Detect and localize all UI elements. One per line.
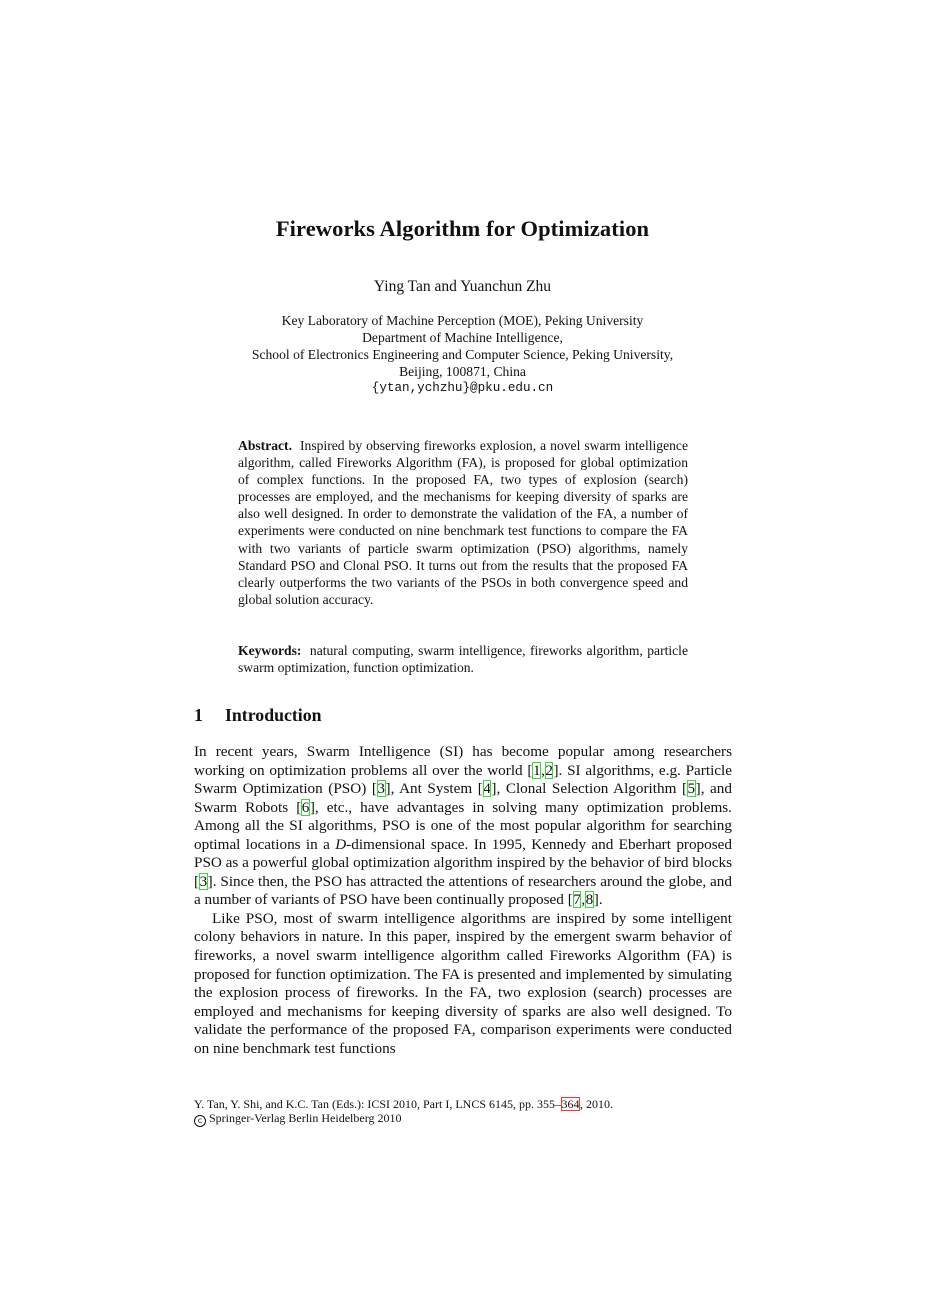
affiliation-block — [0, 312, 925, 397]
citation-link-8[interactable]: 8 — [585, 891, 594, 909]
paragraph-text: . — [598, 891, 603, 909]
abstract-text: Inspired by observing fireworks explosion, a novel swarm intelligence algorithm, called Fireworks Algorithm (FA), is proposed for global optimization of complex functions. In the proposed FA, two types of explosion (search) processes are employed, and the mechanisms for keeping diversity of sparks are also well designed. In order to demonstrate the validation of the FA, a number of experiments were conducted on nine benchmark test functions to compare the FA with two variants of particle swarm optimization (PSO) algorithms, namely Standard PSO and Clonal PSO. It turns out from the results that the proposed FA clearly outperforms the two variants of the PSOs in both convergence speed and global solution accuracy. — [238, 438, 688, 607]
page-end-link[interactable]: 364 — [561, 1097, 580, 1111]
paragraph-text: . Since then, the PSO has attracted the attentions of researchers around the globe, and a number of variants of PSO have been continually proposed — [194, 872, 732, 909]
math-variable-d: D — [335, 835, 347, 853]
paragraph-text: . SI algorithms, e.g. Particle Swarm Optimization (PSO) — [194, 761, 732, 798]
intro-paragraph-2: Like PSO, most of swarm intelligence algorithms are inspired by some intelligent colony behaviors in nature. In this paper, inspired by the emergent swarm behavior of fireworks, a novel swarm intelligence algorithm called Fireworks Algorithm (FA) is proposed for function optimization. The FA is presented and implemented by simulating the explosion process of fireworks. In the FA, two explosion (search) processes are employed and mechanisms for keeping diversity of sparks are also well designed. To validate the performance of the proposed FA, comparison experiments were conducted on nine benchmark test functions — [194, 909, 732, 1057]
paragraph-text: In recent years, Swarm Intelligence (SI) has become popular among researchers working on optimization problems all over the world — [194, 743, 732, 779]
affiliation-line-3: School of Electronics Engineering and Computer Science, Peking University, — [251, 347, 674, 362]
citation-separator: , — [541, 761, 545, 779]
paragraph-text: , etc., have advantages in solving many optimization problems. Among all the SI algorithms, PSO is one of the most popular algorithm for searching optimal locations in a — [194, 798, 732, 853]
keywords-text: natural computing, swarm intelligence, fireworks algorithm, particle swarm optimization, function optimization. — [238, 643, 688, 676]
footer-text: , 2010. — [580, 1097, 613, 1111]
keywords — [238, 642, 688, 676]
paragraph-text: , Ant System — [390, 780, 478, 798]
section-title: Introduction — [225, 705, 322, 725]
citation-link-3[interactable]: 3 — [377, 780, 385, 798]
abstract — [238, 437, 688, 608]
citation-separator: , — [581, 891, 586, 909]
paragraph-text: , Clonal Selection Algorithm — [496, 780, 682, 798]
citation-link-5[interactable]: 5 — [687, 780, 696, 798]
footer-citation — [194, 1098, 613, 1127]
footer-text: Y. Tan, Y. Shi, and K.C. Tan (Eds.): ICSI 2010, Part I, LNCS 6145, pp. 355– — [194, 1097, 561, 1111]
paragraph-text: , and Swarm Robots — [194, 780, 732, 816]
paragraph-text: -dimensional space. In 1995, Kennedy and Eberhart proposed PSO as a powerful global optimization algorithm inspired by the behavior of bird blocks — [194, 835, 732, 872]
affiliation-line-4: Beijing, 100871, China — [399, 364, 526, 379]
author-list: Ying Tan and Yuanchun Zhu — [373, 278, 552, 295]
section-heading-introduction — [194, 705, 322, 726]
affiliation-line-2: Department of Machine Intelligence, — [362, 330, 563, 345]
paper-title: Fireworks Algorithm for Optimization — [275, 216, 650, 241]
citation-link-7[interactable]: 7 — [573, 891, 581, 909]
footer-line-2 — [194, 1112, 613, 1127]
introduction-body — [194, 743, 732, 1058]
footer-publisher: Springer-Verlag Berlin Heidelberg 2010 — [209, 1110, 402, 1125]
citation-link-4[interactable]: 4 — [483, 780, 491, 798]
citation-link-1[interactable]: 1 — [532, 761, 541, 779]
citation-link-6[interactable]: 6 — [301, 798, 310, 816]
section-number: 1 — [194, 705, 203, 725]
citation-link-3b[interactable]: 3 — [199, 872, 208, 890]
affiliation-line-1: Key Laboratory of Machine Perception (MOE), Peking University — [281, 313, 644, 328]
footer-line-1 — [194, 1098, 613, 1112]
author-email: {ytan,ychzhu}@pku.edu.cn — [371, 381, 554, 395]
copyright-icon: c — [194, 1115, 206, 1127]
intro-paragraph-1: In recent years, Swarm Intelligence (SI) has become popular among researchers working on optimization problems all over the world [1,2]. SI algorithms, e.g. Particle Swarm Optimization (PSO) [3], Ant System [4], Clonal Selection Algorithm [5], and Swarm Robots [6], etc., have advantages in solving many optimization problems. Among all the SI algorithms, PSO is one of the most popular algorithm for searching optimal locations in a D-dimensional space. In 1995, Kennedy and Eberhart proposed PSO as a powerful global optimization algorithm inspired by the behavior of bird blocks [3]. Since then, the PSO has attracted the attentions of researchers around the globe, and a number of variants of PSO have been continually proposed [7,8]. — [194, 743, 732, 909]
citation-link-2[interactable]: 2 — [545, 761, 553, 779]
abstract-label: Abstract. — [238, 438, 292, 453]
keywords-label: Keywords: — [238, 643, 302, 658]
